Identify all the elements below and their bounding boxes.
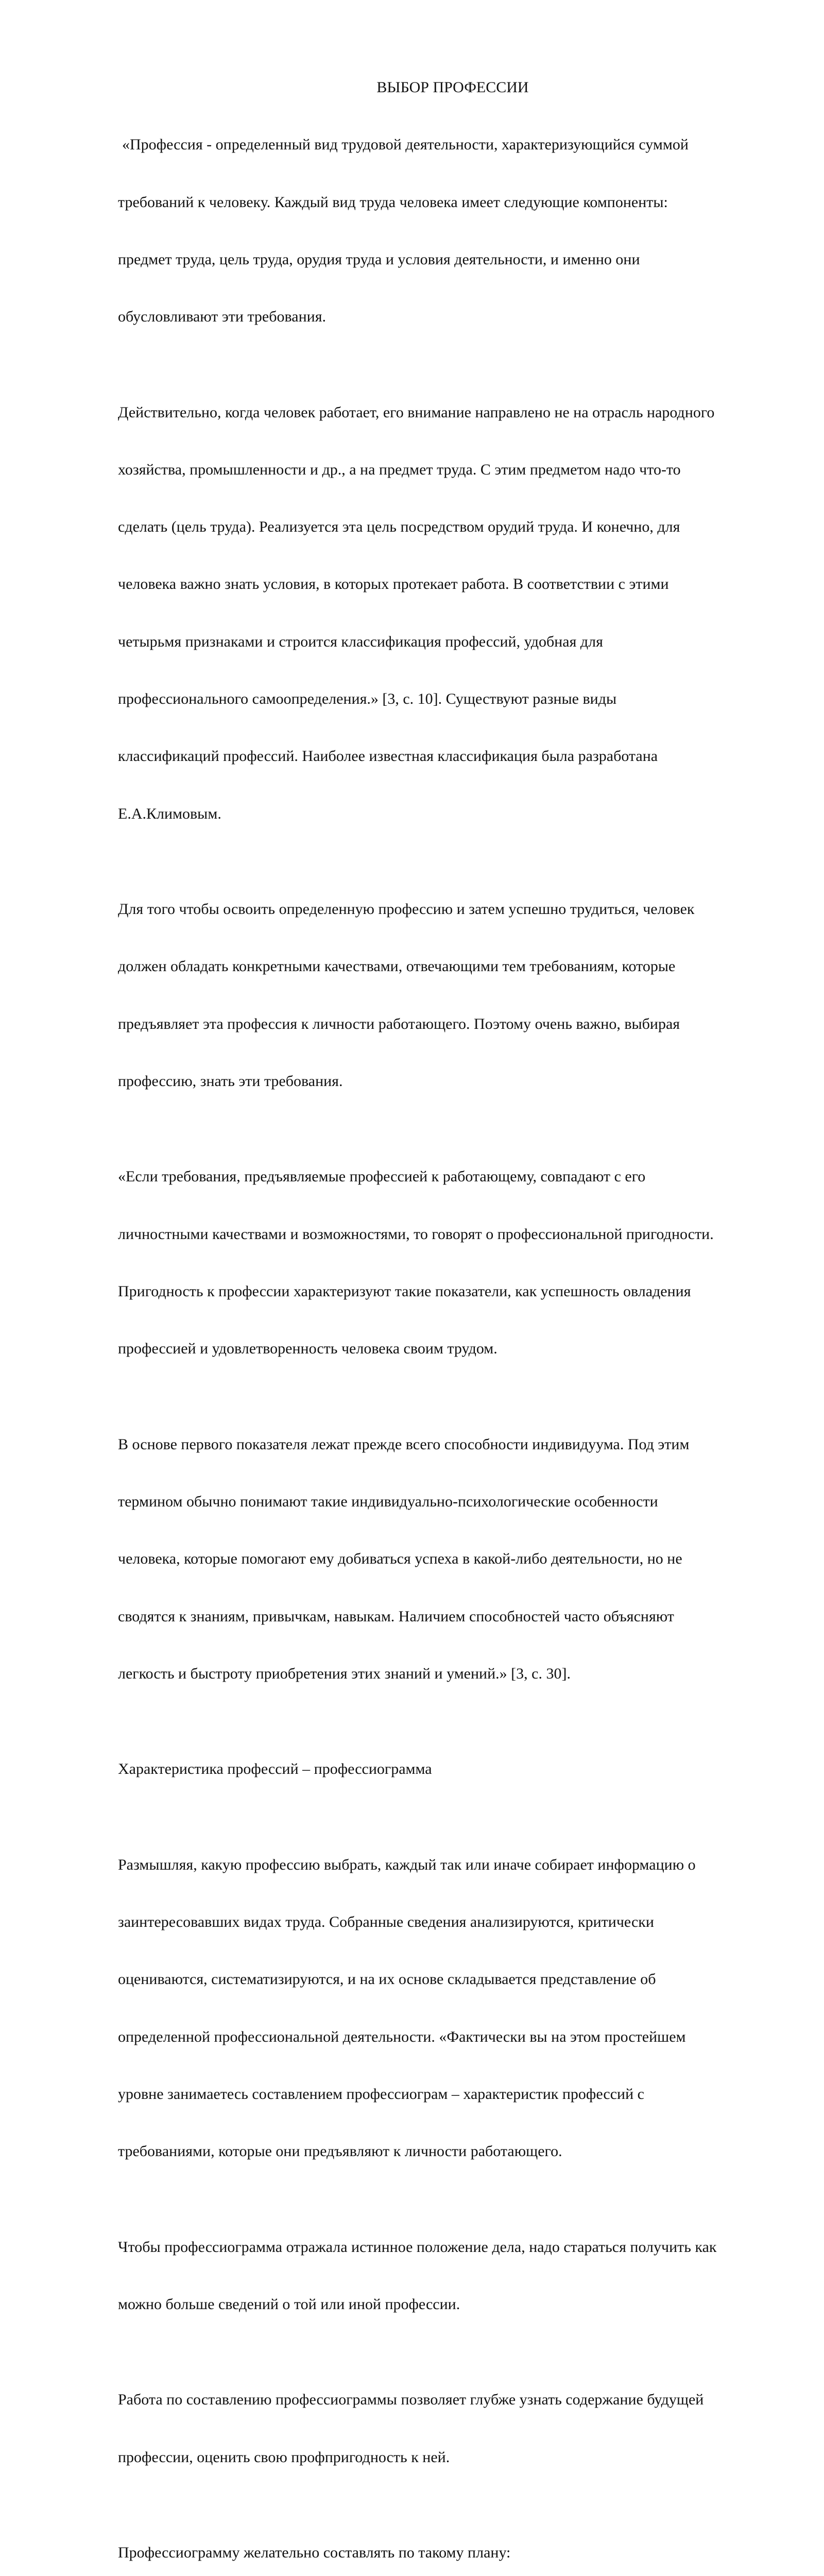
text-line: профессионального самоопределения.» [3, с. 10]. Существуют разные виды: [118, 690, 617, 707]
paragraph-5: [118, 1396, 787, 1721]
paragraph-6: [118, 1817, 787, 2199]
text-line: личностными качествами и возможностями, то говорят о профессиональной пригодности.: [118, 1225, 714, 1243]
paragraph-3: [118, 861, 787, 1129]
text-line: профессией и удовлетворенность человека своим трудом.: [118, 1340, 497, 1358]
text-line: профессию, знать эти требования.: [118, 1072, 343, 1090]
text-line: человека, которые помогают ему добиваться успеха в какой-либо деятельности, но не: [118, 1550, 682, 1568]
text-line: Профессиограмму желательно составлять по такому плану:: [118, 2544, 511, 2562]
text-line: обусловливают эти требования.: [118, 308, 327, 326]
subheading-text: Характеристика профессий – профессиограмма: [118, 1760, 432, 1778]
document-title: ВЫБОР ПРОФЕССИИ: [376, 79, 529, 96]
text-line: предъявляет эта профессия к личности работающего. Поэтому очень важно, выбирая: [118, 1015, 680, 1032]
text-line: человека важно знать условия, в которых протекает работа. В соответствии с этими: [118, 575, 669, 593]
text-line: должен обладать конкретными качествами, отвечающими тем требованиям, которые: [118, 958, 676, 975]
paragraph-4: [118, 1129, 787, 1396]
text-line: Е.А.Климовым.: [118, 805, 221, 822]
text-line: требований к человеку. Каждый вид труда человека имеет следующие компоненты:: [118, 193, 668, 211]
plan-intro: [118, 2505, 787, 2576]
text-line: хозяйства, промышленности и др., а на предмет труда. С этим предметом надо что-то: [118, 461, 681, 478]
paragraph-2: [118, 364, 787, 861]
text-line: сделать (цель труда). Реализуется эта цель посредством орудий труда. И конечно, для: [118, 518, 680, 536]
text-line: классификаций профессий. Наиболее известная классификация была разработана: [118, 748, 658, 765]
text-line: Работа по составлению профессиограммы позволяет глубже узнать содержание будущей: [118, 2391, 704, 2409]
text-line: «Если требования, предъявляемые профессией к работающему, совпадают с его: [118, 1168, 646, 1185]
text-line: Размышляя, какую профессию выбрать, каждый так или иначе собирает информацию о: [118, 1856, 696, 1873]
text-line: Действительно, когда человек работает, его внимание направлено не на отрасль народного: [118, 403, 715, 421]
text-line: легкость и быстроту приобретения этих знаний и умений.» [3, с. 30].: [118, 1665, 571, 1682]
text-line: требованиями, которые они предъявляют к личности работающего.: [118, 2143, 562, 2160]
text-line: Пригодность к профессии характеризуют такие показатели, как успешность овладения: [118, 1282, 691, 1300]
section-subheading: [118, 1721, 787, 1817]
text-line: профессии, оценить свою профпригодность к ней.: [118, 2448, 450, 2466]
paragraph-7: [118, 2199, 787, 2352]
text-line: В основе первого показателя лежат прежде всего способности индивидуума. Под этим: [118, 1435, 690, 1453]
paragraph-8: [118, 2352, 787, 2505]
paragraph-intro: [118, 97, 787, 364]
text-line: Для того чтобы освоить определенную профессию и затем успешно трудиться, человек: [118, 901, 695, 918]
text-line: Чтобы профессиограмма отражала истинное положение дела, надо стараться получить как: [118, 2238, 717, 2256]
text-line: предмет труда, цель труда, орудия труда и условия деятельности, и именно они: [118, 250, 640, 268]
text-line: заинтересовавших видах труда. Собранные сведения анализируются, критически: [118, 1913, 654, 1930]
text-line: оцениваются, систематизируются, и на их основе складывается представление об: [118, 1971, 656, 1988]
text-line: можно больше сведений о той или иной профессии.: [118, 2295, 460, 2313]
document-body: [118, 78, 787, 2576]
text-line: уровне занимаетесь составлением профессиограм – характеристик профессий с: [118, 2085, 644, 2103]
text-line: определенной профессиональной деятельности. «Фактически вы на этом простейшем: [118, 2028, 686, 2045]
text-line: «Профессия - определенный вид трудовой деятельности, характеризующийся суммой: [122, 136, 689, 154]
text-line: термином обычно понимают такие индивидуально-психологические особенности: [118, 1493, 658, 1510]
text-line: четырьмя признаками и строится классификация профессий, удобная для: [118, 633, 603, 650]
text-line: сводятся к знаниям, привычкам, навыкам. Наличием способностей часто объясняют: [118, 1607, 674, 1625]
